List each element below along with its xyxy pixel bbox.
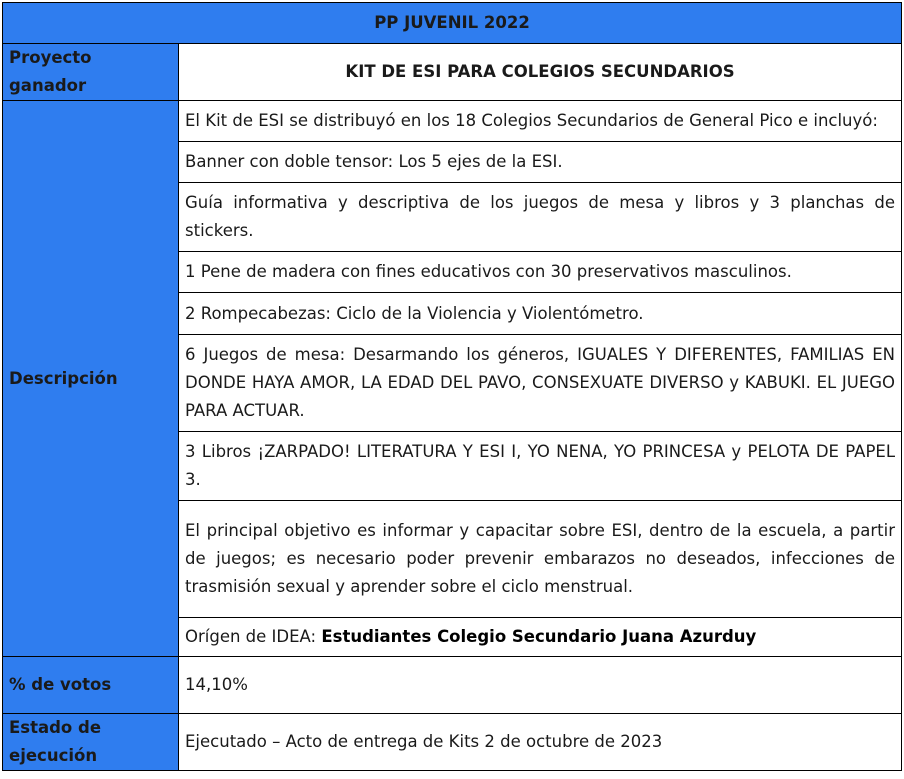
project-table bbox=[2, 2, 902, 771]
project-row bbox=[3, 44, 902, 101]
title-row bbox=[3, 3, 902, 44]
status-row bbox=[3, 714, 902, 771]
description-item: 1 Pene de madera con fines educativos con 30 preservativos masculinos. bbox=[179, 252, 902, 293]
description-label: Descripción bbox=[3, 101, 179, 657]
votes-value: 14,10% bbox=[179, 657, 902, 714]
description-item: 2 Rompecabezas: Ciclo de la Violencia y Violentómetro. bbox=[179, 293, 902, 335]
description-item: El Kit de ESI se distribuyó en los 18 Colegios Secundarios de General Pico e incluyó: bbox=[179, 101, 902, 142]
project-name: KIT DE ESI PARA COLEGIOS SECUNDARIOS bbox=[179, 44, 902, 101]
status-label: Estado de ejecución bbox=[3, 714, 179, 771]
description-row bbox=[3, 101, 902, 142]
origin-name: Estudiantes Colegio Secundario Juana Azurduy bbox=[321, 627, 757, 646]
description-item: 6 Juegos de mesa: Desarmando los géneros, IGUALES Y DIFERENTES, FAMILIAS EN DONDE HAYA AMOR, LA EDAD DEL PAVO, CONSEXUATE DIVERSO y KABUKI. EL JUEGO PARA ACTUAR. bbox=[179, 335, 902, 432]
table-title: PP JUVENIL 2022 bbox=[3, 3, 902, 44]
description-item: Banner con doble tensor: Los 5 ejes de la ESI. bbox=[179, 142, 902, 183]
votes-row bbox=[3, 657, 902, 714]
votes-label: % de votos bbox=[3, 657, 179, 714]
description-item: Guía informativa y descriptiva de los juegos de mesa y libros y 3 planchas de stickers. bbox=[179, 183, 902, 252]
project-label: Proyecto ganador bbox=[3, 44, 179, 101]
origin-cell bbox=[179, 618, 902, 657]
description-item: El principal objetivo es informar y capacitar sobre ESI, dentro de la escuela, a partir de juegos; es necesario poder prevenir embarazos no deseados, infecciones de trasmisión sexual y aprender sobre el ciclo menstrual. bbox=[179, 501, 902, 618]
origin-prefix: Orígen de IDEA: bbox=[185, 627, 322, 646]
status-value: Ejecutado – Acto de entrega de Kits 2 de octubre de 2023 bbox=[179, 714, 902, 771]
description-item: 3 Libros ¡ZARPADO! LITERATURA Y ESI I, YO NENA, YO PRINCESA y PELOTA DE PAPEL 3. bbox=[179, 432, 902, 501]
